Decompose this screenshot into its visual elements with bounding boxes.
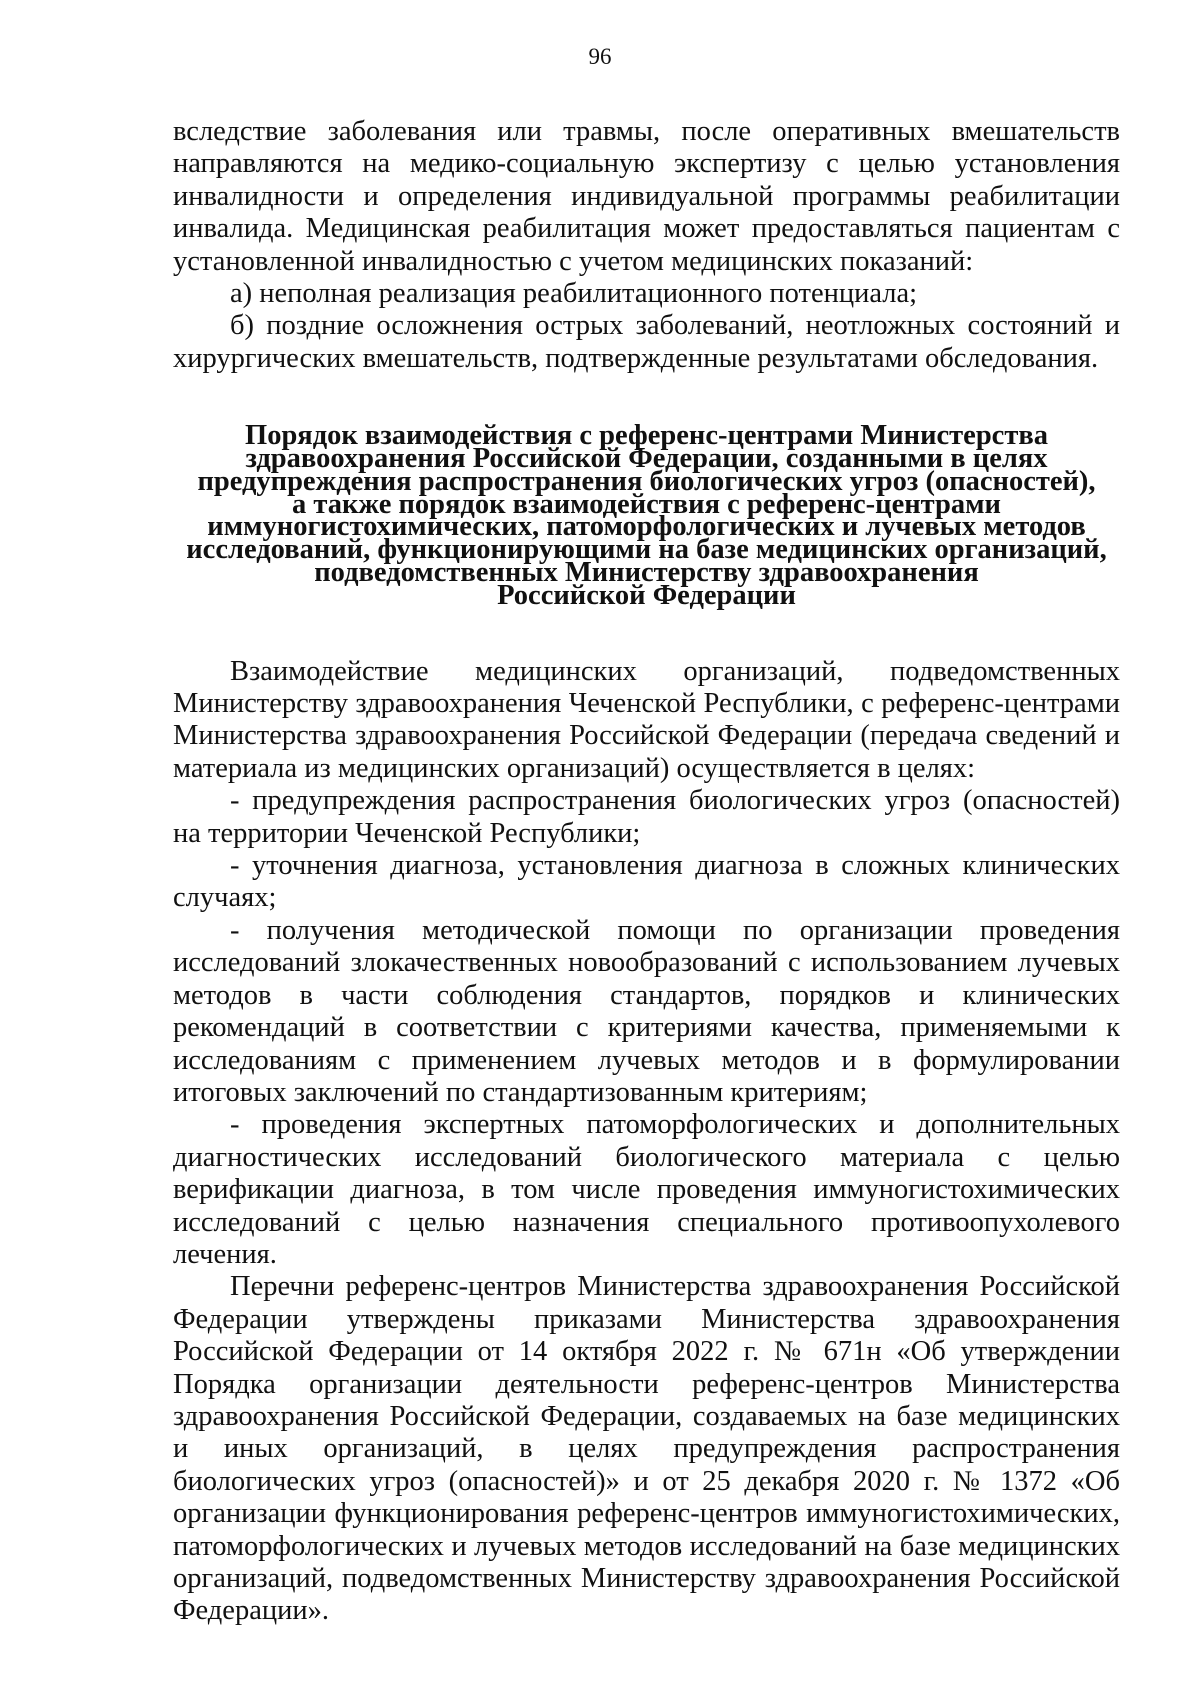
final-paragraph: Перечни референс-центров Министерства здравоохранения Российской Федерации утверждены приказами Министерства здравоохранения Российской Федерации от 14 октября 2022 г. № 671н «Об утверждении Порядка организации деятельности референс-центров Министерства здравоохранения Российской Федерации, создаваемых на базе медицинских и иных организаций, в целях предупреждения распространения биологических угроз (опасностей)» и от 25 декабря 2020 г. № 1372 «Об организации функционирования референс-центров иммуногистохимических, патоморфологических и лучевых методов исследований на базе медицинских организаций, подведомственных Министерству здравоохранения Российской Федерации».: [173, 1271, 1120, 1627]
heading-line: предупреждения распространения биологических угроз (опасностей),: [197, 465, 1096, 497]
continuation-paragraph: вследствие заболевания или травмы, после оперативных вмешательств направляются на медико-социальную экспертизу с целью установления инвалидности и определения индивидуальной программы реабилитации инвалида. Медицинская реабилитация может предоставляться пациентам с установленной инвалидностью с учетом медицинских показаний:: [173, 116, 1120, 277]
page-number: 96: [588, 44, 612, 69]
section-heading: [173, 420, 1120, 611]
heading-line: Российской Федерации: [497, 579, 796, 611]
list-item-b: б) поздние осложнения острых заболеваний, неотложных состояний и хирургических вмешательств, подтвержденные результатами обследования.: [173, 310, 1120, 374]
intro-paragraph: Взаимодействие медицинских организаций, подведомственных Министерству здравоохранения Чеченской Республики, с референс-центрами Министерства здравоохранения Российской Федерации (передача сведений и материала из медицинских организаций) осуществляется в целях:: [173, 655, 1120, 784]
heading-line: а также порядок взаимодействия с референс-центрами: [292, 488, 1001, 520]
list-item: - уточнения диагноза, установления диагноза в сложных клинических случаях;: [173, 850, 1120, 914]
list-item-a: а) неполная реализация реабилитационного потенциала;: [230, 278, 918, 310]
heading-line: здравоохранения Российской Федерации, созданными в целях: [245, 443, 1048, 475]
heading-line: подведомственных Министерству здравоохранения: [314, 557, 979, 589]
heading-line: иммуногистохимических, патоморфологических и лучевых методов: [207, 511, 1086, 543]
list-item: - получения методической помощи по организации проведения исследований злокачественных новообразований с использованием лучевых методов в части соблюдения стандартов, порядков и клинических рекомендаций в соответствии с критериями качества, применяемыми к исследованиям с применением лучевых методов и в формулировании итоговых заключений по стандартизованным критериям;: [173, 914, 1120, 1108]
list-item: - проведения экспертных патоморфологических и дополнительных диагностических исследований биологического материала с целью верификации диагноза, в том числе проведения иммуногистохимических исследований с целью назначения специального противоопухолевого лечения.: [173, 1109, 1120, 1270]
list-item: - предупреждения распространения биологических угроз (опасностей) на территории Чеченской Республики;: [173, 785, 1120, 849]
heading-line: Порядок взаимодействия с референс-центрами Министерства: [245, 420, 1048, 452]
heading-line: исследований, функционирующими на базе медицинских организаций,: [186, 534, 1107, 566]
document-body: [173, 116, 1120, 1628]
